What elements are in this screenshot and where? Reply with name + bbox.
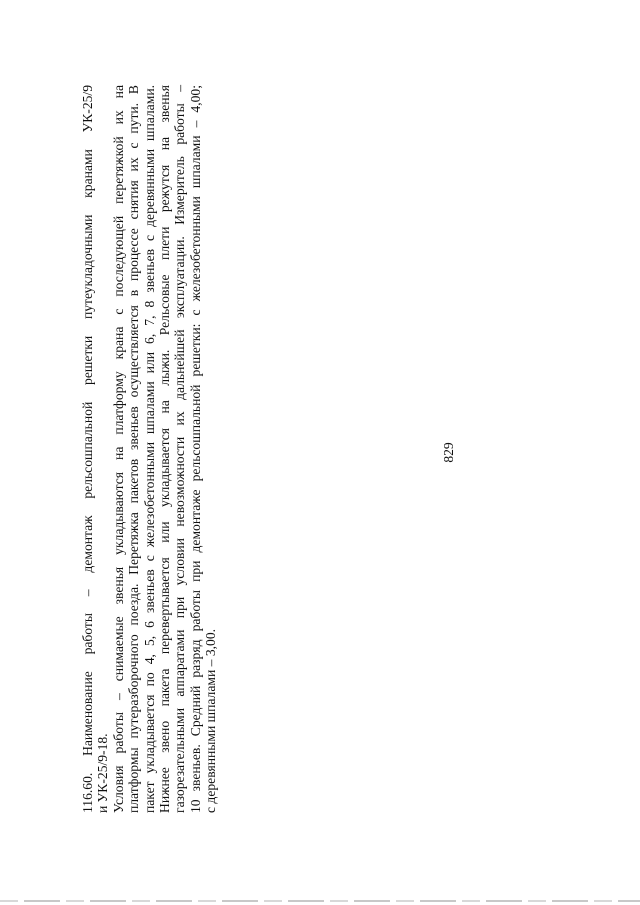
conditions-line: Нижнее звено пакета перевертывается или укладывается на лыжи. Рельсовые плети режутся на звенья bbox=[157, 85, 173, 813]
page-number: 829 bbox=[441, 442, 456, 463]
section-heading bbox=[80, 85, 111, 813]
conditions-line: платформы путеразборочного поезда. Перетяжка пакетов звеньев осуществляется в процессе снятия их с пути. В bbox=[126, 85, 142, 813]
scan-artifact bbox=[0, 900, 640, 902]
heading-line-2: и УК-25/9-18. bbox=[95, 733, 111, 813]
conditions-line: Условия работы – снимаемые звенья укладываются на платформу крана с последующей перетяжкой их на bbox=[110, 85, 126, 813]
conditions-line: 10 звеньев. Средний разряд работы при демонтаже рельсошпальной решетки: с железобетонными шпалами – 4,00; bbox=[187, 85, 203, 813]
heading-line-1: 116.60. Наименование работы – демонтаж рельсошпальной решетки путеукладочными кранами УК-25/9 bbox=[80, 85, 95, 813]
document-body bbox=[80, 85, 219, 813]
conditions-line: с деревянными шпалами – 3,00. bbox=[203, 628, 219, 813]
work-conditions-paragraph bbox=[111, 85, 219, 813]
conditions-line: пакет укладывается по 4, 5, 6 звеньев с железобетонными шпалами или 6, 7, 8 звеньев с деревянными шпалами. bbox=[141, 85, 157, 813]
conditions-line: газорезательными аппаратами при условии невозможности их дальнейшей эксплуатации. Измеритель работы – bbox=[172, 85, 188, 813]
